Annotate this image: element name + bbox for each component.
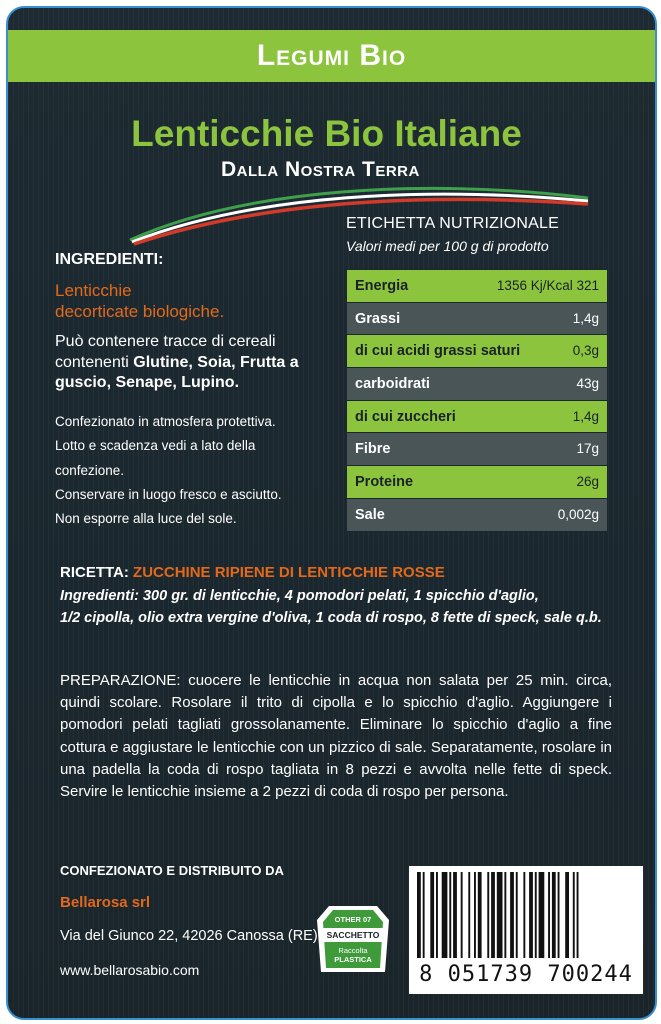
barcode-bar xyxy=(548,872,550,958)
allergen-intro: Può contenere tracce di cereali contenenti xyxy=(55,333,276,371)
nutrient-name: Sale xyxy=(355,506,385,523)
barcode-bar xyxy=(497,872,503,958)
barcode-bar xyxy=(442,872,448,958)
barcode-bar xyxy=(529,872,533,958)
preparation-text: cuocere le lenticchie in acqua non salata per 25 min. circa, quindi scolare. Rosolare il trito di cipolla e lo spicchio d'aglio. Aggiungere i pomodori pelati tagliati grossolanamente. Eliminare lo spicchio d'aglio a fine cottura e aggiustare le lenticchie con un pizzico di sale. Separatamente, rosolare in una padella la coda di rospo tagliata in 8 pezzi e avvolta nelle fette di speck. Servire le lenticchie insieme a 2 pezzi di coda di rospo per persona. xyxy=(60,672,612,801)
nutrient-value: 26g xyxy=(576,474,599,490)
nutrition-subtitle: Valori medi per 100 g di prodotto xyxy=(346,238,549,254)
barcode-bar xyxy=(449,872,451,958)
recipe-ingredients-line: Ingredienti: 300 gr. di lenticchie, 4 pomodori pelati, 1 spicchio d'aglio, xyxy=(60,588,539,604)
barcode-bar xyxy=(436,872,438,958)
nutrition-row-carbs xyxy=(347,368,607,401)
recipe-preparation xyxy=(60,670,612,803)
barcode-number: 8 051739 700244 xyxy=(419,962,633,987)
barcode-bar xyxy=(474,872,476,958)
nutrient-value: 1,4g xyxy=(572,310,599,326)
barcode-bar xyxy=(478,872,482,958)
nutrition-row-saturated xyxy=(347,335,607,368)
barcode-bar xyxy=(510,872,514,958)
lot-note: Lotto e scadenza vedi a lato della confezione. xyxy=(55,438,256,478)
light-note: Non esporre alla luce del sole. xyxy=(55,511,237,527)
recipe-ingredients xyxy=(60,585,620,629)
nutrient-name: di cui zuccheri xyxy=(355,408,456,425)
nutrient-value: 1356 Kj/Kcal 321 xyxy=(496,278,599,293)
barcode xyxy=(409,866,643,994)
barcode-bar xyxy=(491,872,495,958)
recycling-code: OTHER 07 xyxy=(334,915,372,924)
company-website[interactable]: www.bellarosabio.com xyxy=(60,962,200,978)
ingredients-heading: INGREDIENTI: xyxy=(55,251,164,268)
product-label xyxy=(6,6,657,1020)
ingredient-line: Lenticchie xyxy=(55,281,132,300)
barcode-bar xyxy=(577,872,579,958)
ingredients-main xyxy=(55,280,224,322)
company-name: Bellarosa srl xyxy=(60,894,151,911)
recycling-icon xyxy=(315,898,391,978)
allergen-list: Glutine, Soia, Frutta a guscio, Senape, Lupino. xyxy=(55,353,299,391)
barcode-bar xyxy=(558,872,560,958)
recycling-collection: Raccolta xyxy=(338,946,368,955)
nutrition-row-energy xyxy=(347,270,607,303)
recycling-material: PLASTICA xyxy=(334,955,372,964)
barcode-bar xyxy=(423,872,425,958)
nutrient-name: Proteine xyxy=(355,474,414,491)
barcode-bar xyxy=(487,872,489,958)
nutrient-name: Grassi xyxy=(355,310,401,327)
producer-heading: CONFEZIONATO E DISTRIBUITO DA xyxy=(60,863,284,878)
product-title: Lenticchie Bio Italiane xyxy=(131,113,522,154)
ingredient-line: decorticate biologiche. xyxy=(55,302,225,321)
nutrient-name: Fibre xyxy=(355,441,391,458)
barcode-bar xyxy=(552,872,556,958)
storage-notes xyxy=(55,410,305,531)
brand-bar xyxy=(8,30,655,82)
recipe-name: ZUCCHINE RIPIENE DI LENTICCHIE ROSSE xyxy=(133,564,445,581)
storage-note: Conservare in luogo fresco e asciutto. xyxy=(55,486,282,502)
preparation-label: PREPARAZIONE: xyxy=(60,672,181,689)
brand-name: Legumi Bio xyxy=(256,39,407,72)
recipe-label: RICETTA: xyxy=(60,564,134,581)
nutrition-row-sugars xyxy=(347,401,607,434)
nutrient-value: 17g xyxy=(576,441,599,457)
nutrient-name: Energia xyxy=(355,278,409,294)
product-subtitle: Dalla Nostra Terra xyxy=(221,158,420,181)
barcode-bar xyxy=(461,872,463,958)
nutrient-name: di cui acidi grassi saturi xyxy=(355,343,521,360)
barcode-bar xyxy=(539,872,545,958)
nutrition-title: ETICHETTA NUTRIZIONALE xyxy=(346,215,560,232)
company-address: Via del Giunco 22, 42026 Canossa (RE) xyxy=(60,928,318,944)
recycling-type: SACCHETTO xyxy=(326,930,380,940)
nutrient-value: 1,4g xyxy=(572,408,599,424)
barcode-bar xyxy=(523,872,525,958)
nutrition-row-fibre xyxy=(347,433,607,466)
allergen-notice xyxy=(55,332,305,394)
barcode-bar xyxy=(516,872,518,958)
nutrition-row-fat xyxy=(347,303,607,336)
nutrition-table xyxy=(347,270,607,532)
packaging-note: Confezionato in atmosfera protettiva. xyxy=(55,414,276,429)
barcode-bars xyxy=(409,866,643,962)
recipe-ingredients-line: 1/2 cipolla, olio extra vergine d'oliva, 1 coda di rospo, 8 fette di speck, sale q.b. xyxy=(60,610,602,626)
barcode-bar xyxy=(453,872,457,958)
barcode-bar xyxy=(430,872,434,958)
barcode-bar xyxy=(417,872,421,958)
nutrient-value: 43g xyxy=(576,376,599,392)
recipe-heading xyxy=(60,564,445,581)
barcode-bar xyxy=(565,872,569,958)
nutrient-value: 0,3g xyxy=(572,343,599,359)
nutrient-value: 0,002g xyxy=(557,506,599,522)
barcode-bar xyxy=(468,872,470,958)
nutrient-name: carboidrati xyxy=(355,376,430,393)
nutrition-row-protein xyxy=(347,466,607,499)
nutrition-row-salt xyxy=(347,499,607,532)
barcode-bar xyxy=(535,872,537,958)
barcode-bar xyxy=(504,872,506,958)
barcode-bar xyxy=(573,872,575,958)
